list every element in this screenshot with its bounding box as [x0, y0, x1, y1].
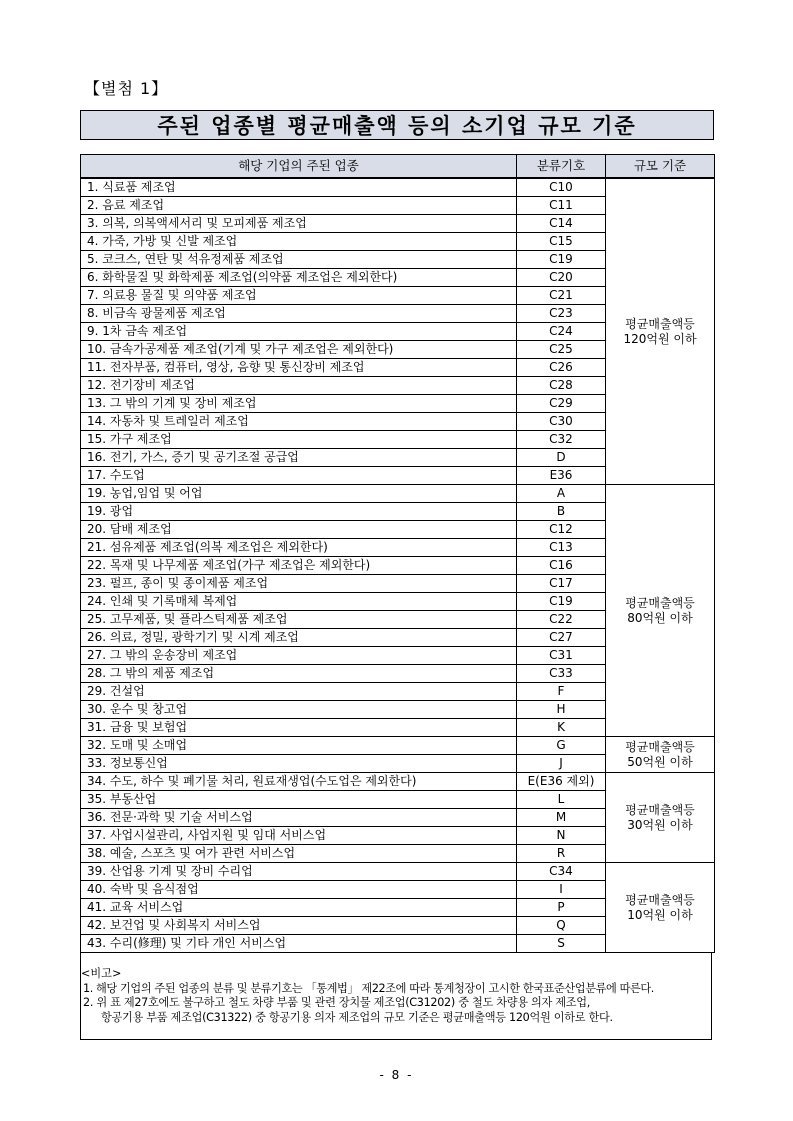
code-cell: I — [517, 881, 606, 899]
code-cell: C31 — [517, 647, 606, 665]
scale-cell — [606, 863, 715, 953]
code-cell: M — [517, 809, 606, 827]
code-cell: C13 — [517, 539, 606, 557]
code-cell: K — [517, 719, 606, 737]
scale-line: 평균매출액등 — [625, 739, 695, 754]
industry-cell: 39. 산업용 기계 및 장비 수리업 — [81, 863, 517, 881]
industry-cell: 17. 수도업 — [81, 467, 517, 485]
scale-cell — [606, 178, 715, 485]
industry-cell: 2. 음료 제조업 — [81, 197, 517, 215]
size-standard-table-wrapper — [80, 154, 714, 1040]
code-cell: F — [517, 683, 606, 701]
code-cell: C30 — [517, 413, 606, 431]
scale-cell — [606, 773, 715, 863]
annex-label: 【별첨 1】 — [84, 79, 169, 98]
note-2-line-2: 항공기용 부품 제조업(C31322) 중 항공기용 의자 제조업의 규모 기준은 평균매출액등 120억원 이하로 한다. — [101, 1010, 613, 1024]
notes-section — [80, 953, 712, 1040]
industry-cell: 16. 전기, 가스, 증기 및 공기조절 공급업 — [81, 449, 517, 467]
industry-cell: 19. 농업,임업 및 어업 — [81, 485, 517, 503]
industry-cell: 3. 의복, 의복액세서리 및 모피제품 제조업 — [81, 215, 517, 233]
table-body — [81, 178, 715, 953]
industry-cell: 14. 자동차 및 트레일러 제조업 — [81, 413, 517, 431]
scale-line: 30억원 이하 — [627, 817, 693, 832]
industry-cell: 15. 가구 제조업 — [81, 431, 517, 449]
code-cell: D — [517, 449, 606, 467]
code-cell: C21 — [517, 287, 606, 305]
industry-cell: 38. 예술, 스포츠 및 여가 관련 서비스업 — [81, 845, 517, 863]
code-cell: C10 — [517, 178, 606, 197]
code-cell: J — [517, 755, 606, 773]
code-cell: N — [517, 827, 606, 845]
code-cell: C19 — [517, 593, 606, 611]
table-header-row — [81, 155, 715, 179]
scale-line: 120억원 이하 — [623, 331, 697, 346]
industry-cell: 26. 의료, 정밀, 광학기기 및 시계 제조업 — [81, 629, 517, 647]
table-row — [81, 737, 715, 755]
scale-line: 평균매출액등 — [625, 316, 695, 331]
code-cell: A — [517, 485, 606, 503]
code-cell: C15 — [517, 233, 606, 251]
table-row — [81, 863, 715, 881]
code-cell: E(E36 제외) — [517, 773, 606, 791]
industry-cell: 22. 목재 및 나무제품 제조업(가구 제조업은 제외한다) — [81, 557, 517, 575]
code-cell: C24 — [517, 323, 606, 341]
table-row — [81, 485, 715, 503]
table-row — [81, 178, 715, 197]
code-cell: C12 — [517, 521, 606, 539]
document-title-box — [80, 110, 714, 140]
industry-cell: 36. 전문·과학 및 기술 서비스업 — [81, 809, 517, 827]
industry-cell: 21. 섬유제품 제조업(의복 제조업은 제외한다) — [81, 539, 517, 557]
industry-cell: 11. 전자부품, 컴퓨터, 영상, 음향 및 통신장비 제조업 — [81, 359, 517, 377]
code-cell: C19 — [517, 251, 606, 269]
industry-cell: 43. 수리(修理) 및 기타 개인 서비스업 — [81, 935, 517, 953]
scale-line: 평균매출액등 — [625, 802, 695, 817]
table-row — [81, 773, 715, 791]
scale-line: 평균매출액등 — [625, 595, 695, 610]
code-cell: L — [517, 791, 606, 809]
industry-cell: 23. 펄프, 종이 및 종이제품 제조업 — [81, 575, 517, 593]
industry-cell: 19. 광업 — [81, 503, 517, 521]
code-cell: Q — [517, 917, 606, 935]
scale-cell — [606, 485, 715, 737]
code-cell: C27 — [517, 629, 606, 647]
industry-cell: 37. 사업시설관리, 사업지원 및 임대 서비스업 — [81, 827, 517, 845]
code-cell: C11 — [517, 197, 606, 215]
industry-cell: 27. 그 밖의 운송장비 제조업 — [81, 647, 517, 665]
industry-cell: 1. 식료품 제조업 — [81, 178, 517, 197]
scale-cell — [606, 737, 715, 773]
industry-cell: 33. 정보통신업 — [81, 755, 517, 773]
code-cell: C29 — [517, 395, 606, 413]
industry-cell: 35. 부동산업 — [81, 791, 517, 809]
industry-cell: 4. 가죽, 가방 및 신발 제조업 — [81, 233, 517, 251]
code-cell: C23 — [517, 305, 606, 323]
industry-cell: 9. 1차 금속 제조업 — [81, 323, 517, 341]
code-cell: H — [517, 701, 606, 719]
industry-cell: 34. 수도, 하수 및 폐기물 처리, 원료재생업(수도업은 제외한다) — [81, 773, 517, 791]
code-cell: C32 — [517, 431, 606, 449]
industry-cell: 20. 담배 제조업 — [81, 521, 517, 539]
code-cell: S — [517, 935, 606, 953]
code-cell: E36 — [517, 467, 606, 485]
notes-heading: <비고> — [81, 967, 122, 980]
scale-line: 10억원 이하 — [627, 907, 693, 922]
industry-cell: 41. 교육 서비스업 — [81, 899, 517, 917]
industry-cell: 12. 전기장비 제조업 — [81, 377, 517, 395]
code-cell: C26 — [517, 359, 606, 377]
code-cell: P — [517, 899, 606, 917]
industry-cell: 32. 도매 및 소매업 — [81, 737, 517, 755]
size-standard-table — [80, 154, 715, 953]
code-cell: C25 — [517, 341, 606, 359]
code-cell: C17 — [517, 575, 606, 593]
industry-cell: 25. 고무제품, 및 플라스틱제품 제조업 — [81, 611, 517, 629]
code-cell: C20 — [517, 269, 606, 287]
code-cell: R — [517, 845, 606, 863]
code-cell: C28 — [517, 377, 606, 395]
industry-cell: 30. 운수 및 창고업 — [81, 701, 517, 719]
industry-cell: 42. 보건업 및 사회복지 서비스업 — [81, 917, 517, 935]
industry-cell: 13. 그 밖의 기계 및 장비 제조업 — [81, 395, 517, 413]
industry-cell: 29. 건설업 — [81, 683, 517, 701]
code-cell: C16 — [517, 557, 606, 575]
note-1: 1. 해당 기업의 주된 업종의 분류 및 분류기호는 「통계법」 제22조에 따라 통계청장이 고시한 한국표준산업분류에 따른다. — [83, 981, 654, 995]
industry-cell: 7. 의료용 물질 및 의약품 제조업 — [81, 287, 517, 305]
industry-cell: 28. 그 밖의 제품 제조업 — [81, 665, 517, 683]
code-cell: C34 — [517, 863, 606, 881]
scale-line: 80억원 이하 — [627, 610, 693, 625]
industry-cell: 10. 금속가공제품 제조업(기계 및 가구 제조업은 제외한다) — [81, 341, 517, 359]
industry-cell: 8. 비금속 광물제품 제조업 — [81, 305, 517, 323]
note-2-line-1: 2. 위 표 제27호에도 불구하고 철도 차량 부품 및 관련 장치물 제조업(C31202) 중 철도 차량용 의자 제조업, — [83, 996, 591, 1009]
industry-cell: 24. 인쇄 및 기록매체 복제업 — [81, 593, 517, 611]
header-code: 분류기호 — [517, 155, 606, 179]
scale-line: 50억원 이하 — [627, 754, 693, 769]
code-cell: C22 — [517, 611, 606, 629]
header-industry: 해당 기업의 주된 업종 — [81, 155, 517, 179]
scale-line: 평균매출액등 — [625, 892, 695, 907]
code-cell: C14 — [517, 215, 606, 233]
code-cell: B — [517, 503, 606, 521]
code-cell: G — [517, 737, 606, 755]
industry-cell: 5. 코크스, 연탄 및 석유정제품 제조업 — [81, 251, 517, 269]
industry-cell: 40. 숙박 및 음식점업 — [81, 881, 517, 899]
industry-cell: 6. 화학물질 및 화학제품 제조업(의약품 제조업은 제외한다) — [81, 269, 517, 287]
document-title: 주된 업종별 평균매출액 등의 소기업 규모 기준 — [157, 114, 637, 138]
code-cell: C33 — [517, 665, 606, 683]
industry-cell: 31. 금융 및 보험업 — [81, 719, 517, 737]
page-number: - 8 - — [379, 1068, 414, 1082]
header-scale: 규모 기준 — [606, 155, 715, 179]
